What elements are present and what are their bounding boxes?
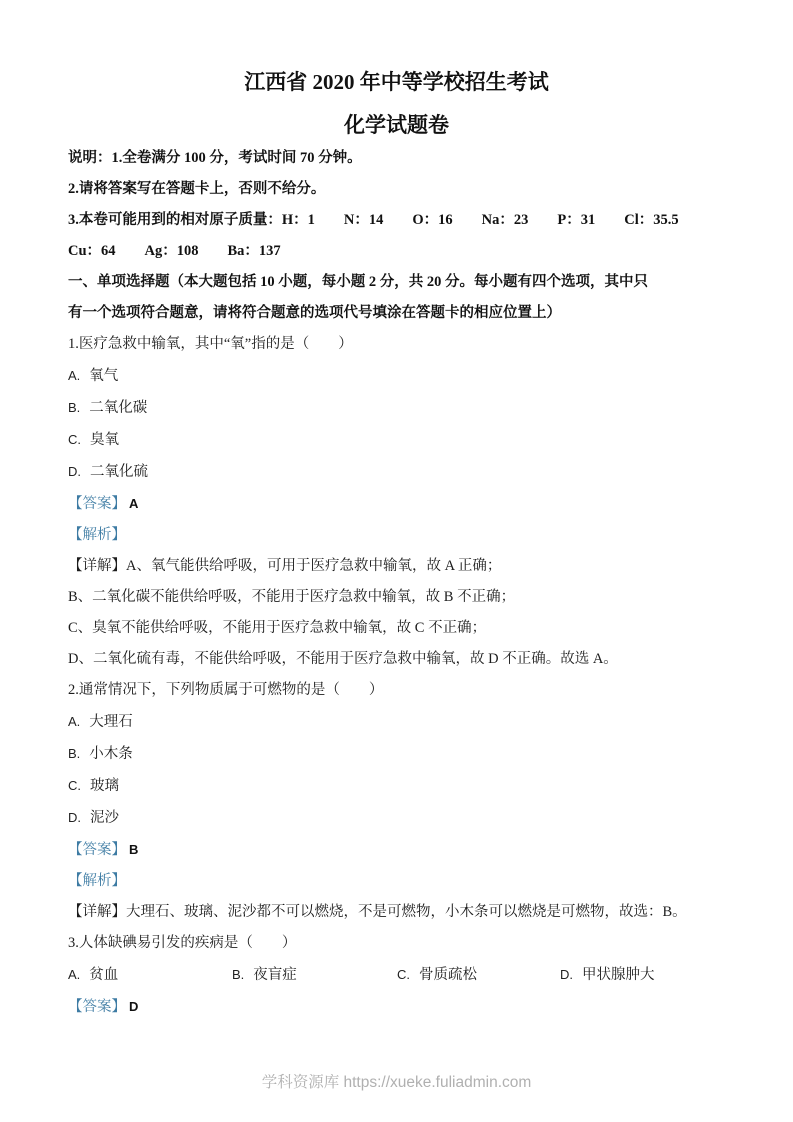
option-text: 小木条 — [89, 746, 133, 762]
question-1-detail-1: 【详解】A、氧气能供给呼吸，可用于医疗急救中输氧，故 A 正确； — [68, 558, 502, 574]
option-text: 夜盲症 — [253, 967, 297, 983]
analysis-label: 【解析】 — [68, 873, 126, 889]
option-letter: C. — [397, 967, 410, 982]
answer-value: A — [129, 496, 139, 511]
question-2-option-b — [68, 738, 727, 770]
option-text: 骨质疏松 — [419, 967, 477, 983]
exam-note-2: 2.请将答案写在答题卡上，否则不给分。 — [68, 181, 326, 197]
option-text: 氧气 — [89, 368, 119, 384]
question-1-detail-4: D、二氧化硫有毒，不能供给呼吸，不能用于医疗急救中输氧，故 D 不正确。故选 A。 — [68, 651, 618, 667]
footer-watermark: 学科资源库 https://xueke.fuliadmin.com — [261, 1074, 532, 1091]
option-letter: A. — [68, 368, 81, 383]
question-2-stem: 2.通常情况下，下列物质属于可燃物的是（ ） — [68, 682, 384, 698]
option-text: 二氧化硫 — [90, 464, 148, 480]
exam-note-1: 说明：1.全卷满分 100 分，考试时间 70 分钟。 — [68, 150, 362, 166]
question-2-option-a — [68, 706, 727, 738]
question-3-option-d — [560, 959, 727, 991]
question-3-options-row — [68, 959, 727, 991]
question-3-stem: 3.人体缺碘易引发的疾病是（ ） — [68, 935, 297, 951]
option-text: 玻璃 — [90, 778, 119, 794]
page-title: 江西省 2020 年中等学校招生考试 — [244, 70, 549, 94]
option-letter: D. — [68, 464, 81, 479]
question-1-answer-line — [68, 488, 727, 520]
option-text: 臭氧 — [90, 432, 119, 448]
question-2-option-c — [68, 770, 727, 802]
option-letter: D. — [68, 810, 81, 825]
question-1-analysis-line — [68, 520, 727, 551]
question-1-option-b — [68, 392, 727, 424]
question-1-detail-2: B、二氧化碳不能供给呼吸，不能用于医疗急救中输氧，故 B 不正确； — [68, 589, 516, 605]
question-2-answer-line — [68, 834, 727, 866]
option-letter: A. — [68, 967, 81, 982]
option-letter: B. — [232, 967, 245, 982]
question-2-option-d — [68, 802, 727, 834]
question-1-option-d — [68, 456, 727, 488]
question-3-answer-line — [68, 991, 727, 1023]
answer-label: 【答案】 — [68, 496, 126, 512]
answer-value: D — [129, 999, 139, 1014]
question-1-stem: 1.医疗急救中输氧，其中“氧”指的是（ ） — [68, 336, 353, 352]
option-letter: C. — [68, 778, 81, 793]
question-1-detail-3: C、臭氧不能供给呼吸，不能用于医疗急救中输氧，故 C 不正确； — [68, 620, 487, 636]
answer-label: 【答案】 — [68, 842, 126, 858]
question-2-analysis-line — [68, 866, 727, 897]
document-body — [68, 143, 727, 1023]
question-3-option-b — [232, 959, 397, 991]
option-text: 贫血 — [89, 967, 119, 983]
option-letter: D. — [560, 967, 573, 982]
atomic-mass-line-2: Cu：64 Ag：108 Ba：137 — [68, 243, 281, 259]
section-heading-line-2: 有一个选项符合题意，请将符合题意的选项代号填涂在答题卡的相应位置上） — [68, 305, 561, 321]
atomic-mass-line-1: 3.本卷可能用到的相对原子质量：H：1 N：14 O：16 Na：23 P：31 Cl：35.5 — [68, 212, 679, 228]
page-subtitle: 化学试题卷 — [344, 113, 449, 137]
option-letter: A. — [68, 714, 81, 729]
question-1-option-a — [68, 360, 727, 392]
answer-value: B — [129, 842, 139, 857]
option-text: 甲状腺肿大 — [582, 967, 655, 983]
option-letter: B. — [68, 400, 81, 415]
question-2-detail-1: 【详解】大理石、玻璃、泥沙都不可以燃烧，不是可燃物，小木条可以燃烧是可燃物，故选：B。 — [68, 904, 687, 920]
question-3-option-a — [68, 959, 232, 991]
section-heading-line-1: 一、单项选择题（本大题包括 10 小题，每小题 2 分，共 20 分。每小题有四个选项，其中只 — [68, 274, 648, 290]
answer-label: 【答案】 — [68, 999, 126, 1015]
question-1-option-c — [68, 424, 727, 456]
option-text: 二氧化碳 — [89, 400, 148, 416]
option-letter: B. — [68, 746, 81, 761]
option-text: 大理石 — [89, 714, 133, 730]
option-text: 泥沙 — [90, 810, 119, 826]
analysis-label: 【解析】 — [68, 527, 126, 543]
option-letter: C. — [68, 432, 81, 447]
question-3-option-c — [397, 959, 560, 991]
